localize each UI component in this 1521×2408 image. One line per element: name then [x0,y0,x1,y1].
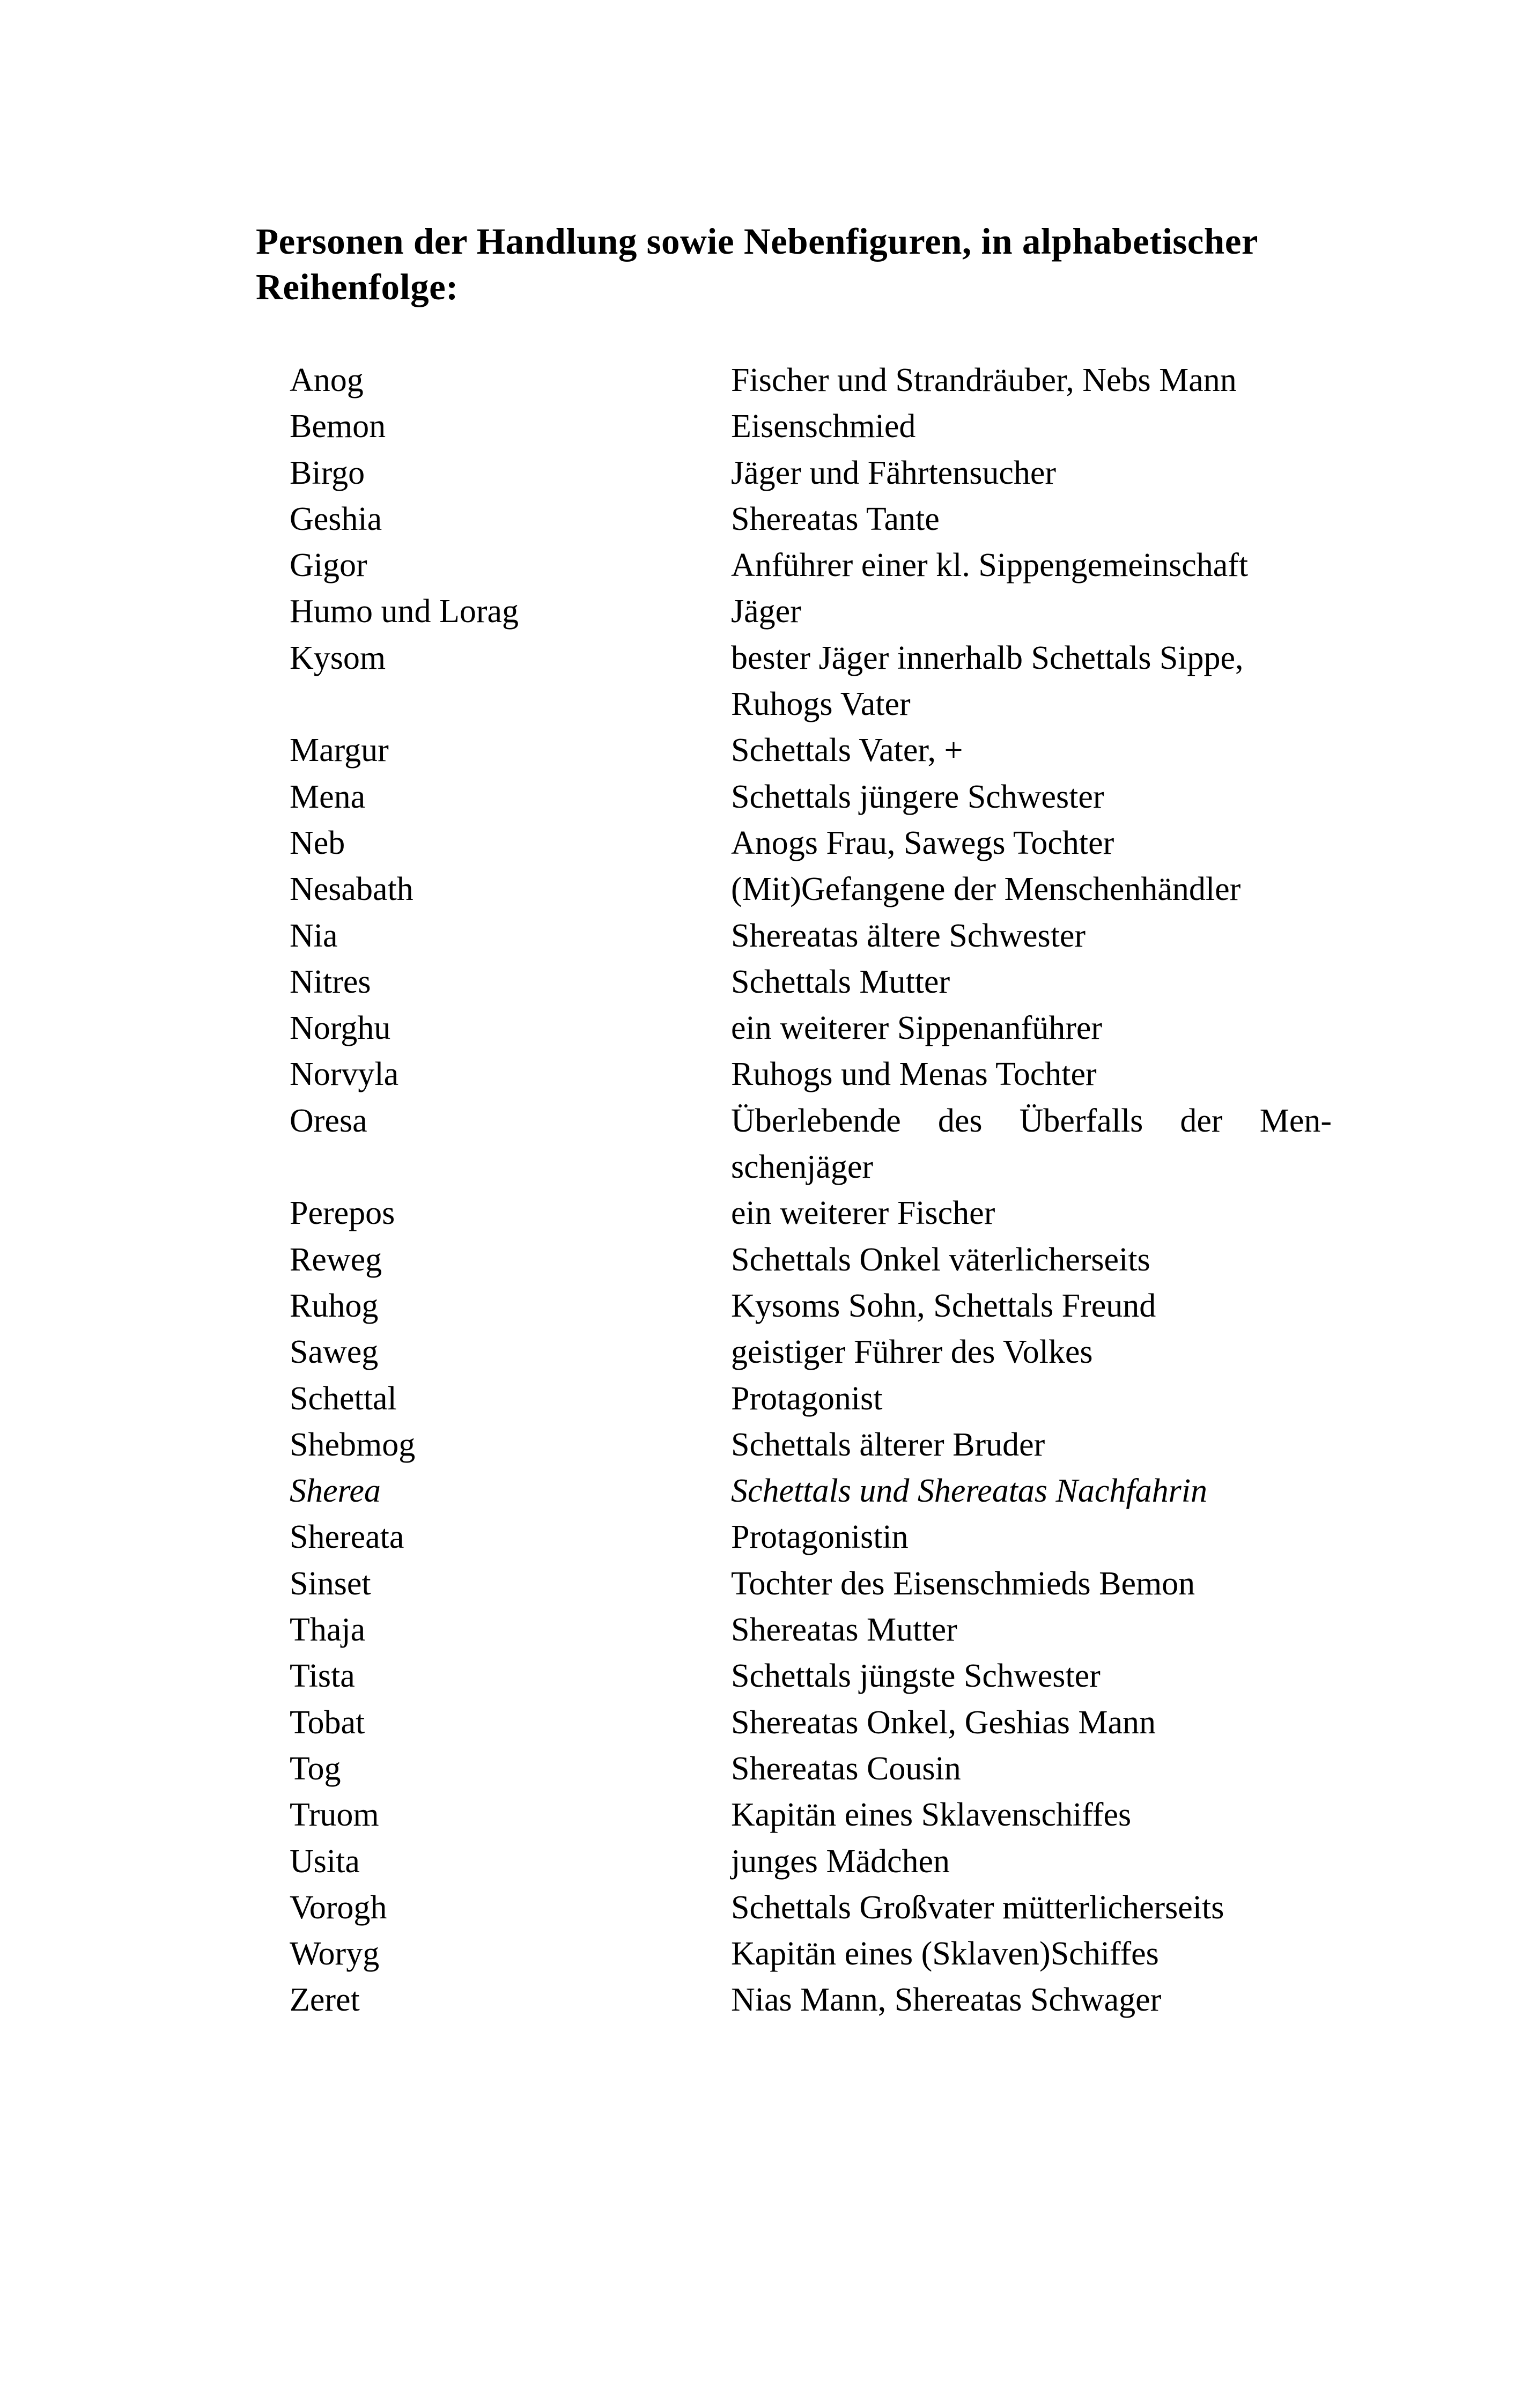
character-description: Schettals jüngste Schwester [731,1658,1101,1695]
character-description: Jäger [731,593,801,630]
character-description: schenjäger [731,1149,874,1186]
list-item [290,496,1332,542]
character-name: Humo und Lorag [290,593,519,630]
page-title-line-1: Personen der Handlung sowie Nebenfiguren, in alphabetischer [256,221,1259,262]
character-name: Norghu [290,1010,391,1047]
character-name: Nia [290,917,338,954]
character-name [290,681,731,727]
list-item [290,774,1332,820]
character-name: Shereata [290,1519,404,1556]
character-description: Ruhogs und Menas Tochter [731,1056,1097,1093]
list-item [290,1005,1332,1051]
character-description: Kapitän eines Sklavenschiffes [731,1797,1132,1834]
list-item [290,959,1332,1005]
list-item [290,588,1332,634]
character-name: Sherea [290,1473,381,1510]
character-description: geistiger Führer des Volkes [731,1334,1093,1371]
character-description: Schettals Vater, + [731,732,963,769]
character-description: Anogs Frau, Sawegs Tochter [731,824,1114,861]
list-item [290,1376,1332,1422]
list-item [290,635,1332,681]
character-list [290,357,1332,2023]
character-description: (Mit)Gefangene der Menschenhändler [731,871,1241,908]
list-item [290,1885,1332,1931]
character-name: Reweg [290,1241,382,1278]
character-name: Truom [290,1797,379,1834]
character-description: Protagonistin [731,1519,909,1556]
character-name: Margur [290,732,389,769]
character-name: Vorogh [290,1889,387,1926]
character-name: Usita [290,1843,360,1880]
list-item [290,1514,1332,1560]
list-item [290,1700,1332,1746]
character-name: Schettal [290,1380,397,1417]
list-item [290,681,1332,727]
character-name: Nitres [290,963,371,1000]
character-name: Woryg [290,1936,380,1973]
character-name [290,1144,731,1190]
page-title-line-2: Reihenfolge: [256,267,459,307]
character-description: Überlebende des Überfalls der Men- [731,1102,1332,1139]
character-name: Zeret [290,1982,360,2019]
character-description: Schettals Mutter [731,963,950,1000]
list-item [290,357,1332,403]
list-item [290,1283,1332,1329]
character-name: Tog [290,1750,341,1787]
character-description: Nias Mann, Shereatas Schwager [731,1982,1162,2019]
list-item [290,1561,1332,1607]
list-item [290,1237,1332,1283]
list-item [290,1838,1332,1885]
character-name: Saweg [290,1334,379,1371]
list-item [290,1098,1332,1144]
character-description: Protagonist [731,1380,883,1417]
character-name: Norvyla [290,1056,399,1093]
character-description: ein weiterer Fischer [731,1195,995,1232]
character-description: Jäger und Fährtensucher [731,454,1057,491]
list-item [290,820,1332,866]
character-description: Shereatas Tante [731,500,940,537]
character-name: Anog [290,362,364,398]
character-description: Schettals und Shereatas Nachfahrin [731,1473,1208,1510]
list-item [290,1051,1332,1097]
list-item [290,1144,1332,1190]
list-item [290,1422,1332,1468]
list-item [290,727,1332,773]
list-item [290,1653,1332,1699]
character-name: Geshia [290,500,382,537]
character-description: Ruhogs Vater [731,686,911,723]
character-description: bester Jäger innerhalb Schettals Sippe, [731,639,1244,676]
character-description: Shereatas Mutter [731,1612,957,1649]
character-name: Kysom [290,639,386,676]
character-description: junges Mädchen [731,1843,950,1880]
list-item [290,1977,1332,2023]
character-name: Nesabath [290,871,414,908]
list-item [290,1792,1332,1838]
character-description: Shereatas Onkel, Geshias Mann [731,1704,1156,1741]
character-description: Eisenschmied [731,408,916,445]
character-description: Schettals Onkel väterlicherseits [731,1241,1150,1278]
character-description: Schettals Großvater mütterlicherseits [731,1889,1224,1926]
list-item [290,1190,1332,1236]
character-name: Neb [290,824,345,861]
character-name: Birgo [290,454,365,491]
character-description: Fischer und Strandräuber, Nebs Mann [731,362,1237,398]
character-name: Oresa [290,1102,367,1139]
character-description: Shereatas Cousin [731,1750,961,1787]
page-title [256,219,1258,310]
list-item [290,542,1332,588]
list-item [290,1607,1332,1653]
character-description: ein weiterer Sippenanführer [731,1010,1103,1047]
list-item [290,1746,1332,1792]
character-description: Shereatas ältere Schwester [731,917,1086,954]
list-item [290,1329,1332,1375]
list-item [290,403,1332,449]
character-name: Shebmog [290,1426,416,1463]
character-name: Tista [290,1658,355,1695]
list-item [290,1931,1332,1977]
list-item [290,450,1332,496]
character-name: Mena [290,778,366,815]
character-name: Perepos [290,1195,395,1232]
character-name: Bemon [290,408,386,445]
list-item [290,866,1332,912]
character-description: Tochter des Eisenschmieds Bemon [731,1565,1195,1602]
list-item [290,913,1332,959]
character-name: Sinset [290,1565,371,1602]
character-description: Schettals jüngere Schwester [731,778,1104,815]
character-name: Tobat [290,1704,365,1741]
character-description: Kapitän eines (Sklaven)Schiffes [731,1936,1159,1973]
character-description: Schettals älterer Bruder [731,1426,1045,1463]
character-description: Kysoms Sohn, Schettals Freund [731,1287,1156,1324]
character-name: Gigor [290,547,367,584]
character-description: Anführer einer kl. Sippengemeinschaft [731,547,1249,584]
character-name: Ruhog [290,1287,379,1324]
character-name: Thaja [290,1612,366,1649]
list-item [290,1468,1332,1514]
